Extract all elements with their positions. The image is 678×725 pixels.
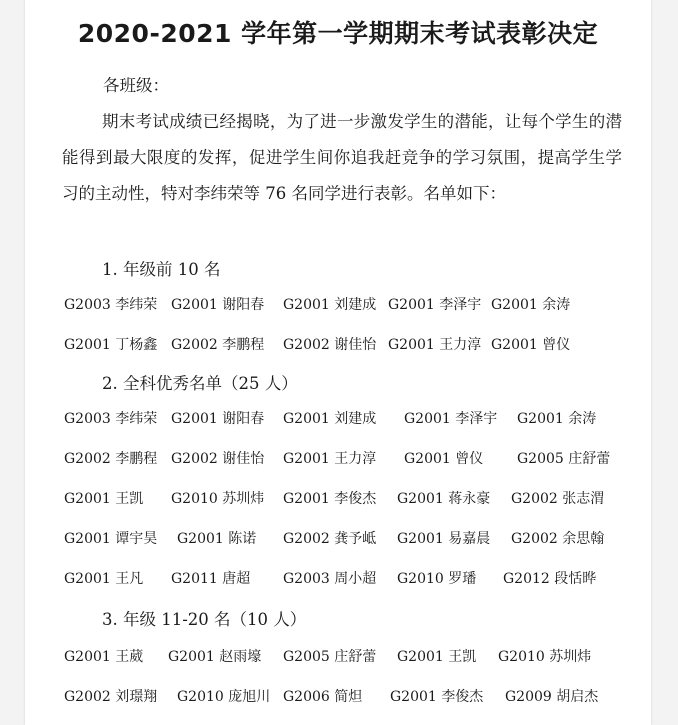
list-item: G2010 罗璠 (397, 571, 477, 587)
section-title-top10: 1. 年级前 10 名 (102, 260, 221, 279)
list-item: G2009 胡启杰 (505, 689, 599, 705)
list-item: G2005 庄舒蕾 (283, 649, 377, 665)
list-item: G2003 周小超 (283, 571, 377, 587)
list-item: G2002 李鹏程 (64, 451, 158, 467)
list-item: G2001 王葳 (64, 649, 144, 665)
list-item: G2001 王凡 (64, 571, 144, 587)
list-item: G2001 赵雨壕 (168, 649, 262, 665)
list-item: G2001 谢阳春 (171, 297, 265, 313)
section-title-all-excellent: 2. 全科优秀名单（25 人） (102, 374, 298, 393)
table-row (25, 528, 651, 552)
list-item: G2001 谭宇昊 (64, 531, 158, 547)
list-item: G2002 谢佳怡 (171, 451, 265, 467)
list-item: G2011 唐超 (171, 571, 251, 587)
table-row (25, 294, 651, 318)
table-row (25, 334, 651, 358)
intro-paragraph: 期末考试成绩已经揭晓，为了进一步激发学生的潜能，让每个学生的潜能得到最大限度的发挥，促进学生间你追我赶竞争的学习氛围，提高学生学习的主动性，特对李纬荣等 76 名同学进行表彰。名单如下： (62, 112, 622, 203)
list-item: G2001 刘建成 (283, 297, 377, 313)
table-row (25, 646, 651, 670)
table-row (25, 568, 651, 592)
list-item: G2002 刘璟翔 (64, 689, 158, 705)
list-item: G2001 王凯 (397, 649, 477, 665)
table-row (25, 488, 651, 512)
list-item: G2006 简炟 (283, 689, 363, 705)
section-title-rank-11-20: 3. 年级 11-20 名（10 人） (102, 610, 307, 629)
list-item: G2001 易嘉晨 (397, 531, 491, 547)
list-item: G2002 张志渭 (511, 491, 605, 507)
list-item: G2012 段恬晔 (503, 571, 597, 587)
list-item: G2001 王力淳 (283, 451, 377, 467)
list-item: G2002 谢佳怡 (283, 337, 377, 353)
list-item: G2001 余涛 (491, 297, 571, 313)
list-item: G2010 庞旭川 (177, 689, 271, 705)
document-title: 2020-2021 学年第一学期期末考试表彰决定 (77, 19, 599, 48)
list-item: G2001 曾仪 (404, 451, 484, 467)
list-item: G2001 李俊杰 (390, 689, 484, 705)
list-item: G2001 王力淳 (388, 337, 482, 353)
list-item: G2002 龚予岻 (283, 531, 377, 547)
list-item: G2001 陈诺 (177, 531, 257, 547)
table-row (25, 686, 651, 710)
list-item: G2005 庄舒蕾 (517, 451, 611, 467)
list-item: G2001 余涛 (517, 411, 597, 427)
table-row (25, 448, 651, 472)
list-item: G2003 李纬荣 (64, 297, 158, 313)
list-item: G2001 李泽宇 (404, 411, 498, 427)
list-item: G2001 刘建成 (283, 411, 377, 427)
list-item: G2010 苏圳炜 (498, 649, 592, 665)
list-item: G2001 曾仪 (491, 337, 571, 353)
list-item: G2001 李泽宇 (388, 297, 482, 313)
table-row (25, 408, 651, 432)
list-item: G2001 王凯 (64, 491, 144, 507)
greeting: 各班级： (103, 76, 169, 95)
list-item: G2003 李纬荣 (64, 411, 158, 427)
document-page (25, 0, 651, 725)
list-item: G2010 苏圳炜 (171, 491, 265, 507)
list-item: G2001 谢阳春 (171, 411, 265, 427)
list-item: G2002 余思翰 (511, 531, 605, 547)
list-item: G2001 李俊杰 (283, 491, 377, 507)
list-item: G2001 丁杨鑫 (64, 337, 158, 353)
list-item: G2001 蒋永豪 (397, 491, 491, 507)
list-item: G2002 李鹏程 (171, 337, 265, 353)
